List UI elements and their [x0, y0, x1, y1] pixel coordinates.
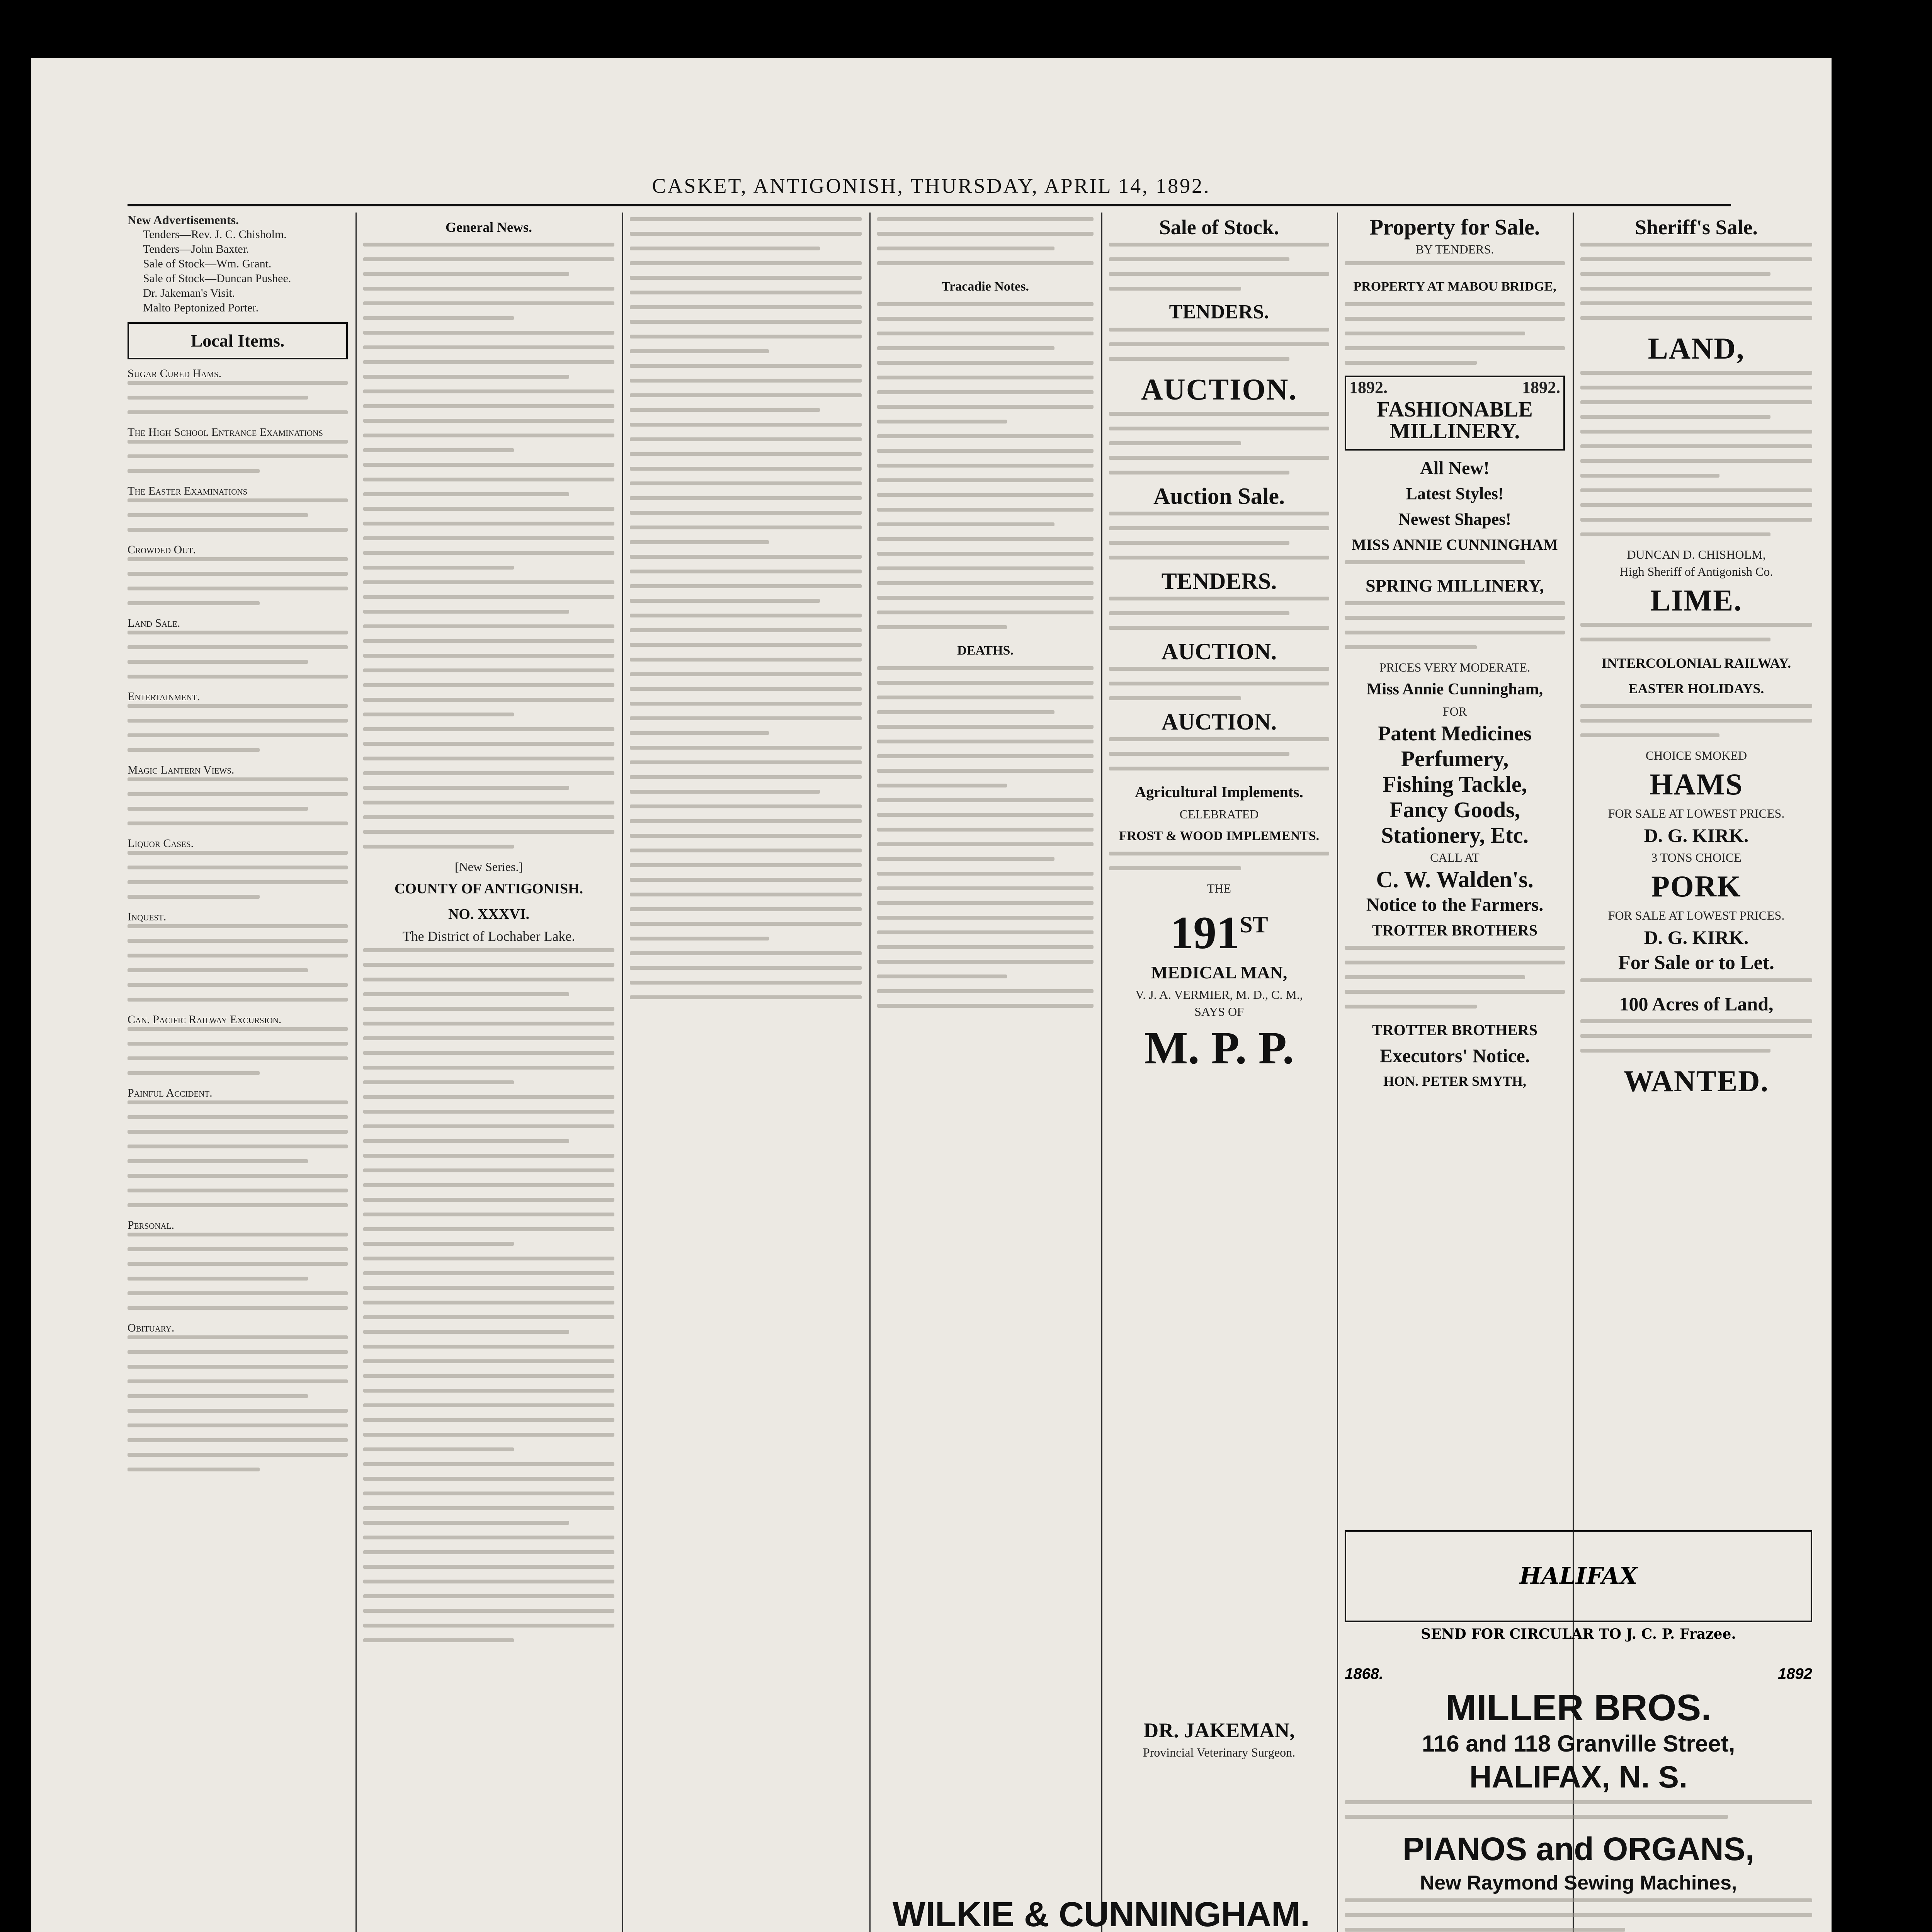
property-at: PROPERTY AT MABOU BRIDGE,: [1353, 279, 1556, 294]
wilkie-cunningham: WILKIE & CUNNINGHAM.: [893, 1895, 1310, 1932]
column-divider: [1101, 213, 1102, 1932]
item-personal: Personal.: [128, 1219, 175, 1231]
item-sugar: Sugar Cured Hams.: [128, 367, 222, 380]
item-liquor: Liquor Cases.: [128, 837, 194, 850]
sheriff-sale: Sheriff's Sale.: [1635, 216, 1758, 239]
patent-medicines: Patent Medicines: [1378, 722, 1532, 745]
wilkie-ad: [877, 1889, 1325, 1932]
column-divider: [355, 213, 357, 1932]
halifax-text: HALIFAX: [1519, 1563, 1638, 1590]
miller-ad: [1345, 1665, 1812, 1932]
item-cpr: Can. Pacific Railway Excursion.: [128, 1013, 282, 1026]
column-local-items: [128, 213, 348, 1932]
tenders2-heading: TENDERS.: [1161, 568, 1277, 594]
pianos-organs: PIANOS and ORGANS,: [1402, 1831, 1755, 1867]
auction-sale-heading: Auction Sale.: [1153, 483, 1285, 509]
send-circular: SEND FOR CIRCULAR TO J. C. P. Frazee.: [1421, 1626, 1736, 1642]
column-divider: [622, 213, 623, 1932]
miller-address: 116 and 118 Granville Street,: [1422, 1731, 1735, 1757]
easter-holidays: EASTER HOLIDAYS.: [1628, 681, 1764, 696]
halifax-ad: [1345, 1526, 1812, 1645]
county-heading: COUNTY OF ANTIGONISH.: [394, 881, 583, 897]
for-sale-low2: FOR SALE AT LOWEST PRICES.: [1608, 908, 1785, 922]
miller-bros: MILLER BROS.: [1446, 1687, 1711, 1728]
says-of: SAYS OF: [1194, 1005, 1244, 1019]
tracadie-heading: Tracadie Notes.: [942, 279, 1029, 294]
sale-of-stock-heading: Sale of Stock.: [1159, 216, 1279, 239]
ad-191-number: [1109, 900, 1329, 958]
district-heading: The District of Lochaber Lake.: [402, 929, 575, 944]
for-sale-let: For Sale or to Let.: [1618, 952, 1774, 974]
wanted-heading: WANTED.: [1624, 1064, 1769, 1098]
perfumery: Perfumery,: [1401, 746, 1509, 771]
lime-heading: LIME.: [1650, 583, 1742, 617]
auction-heading: AUCTION.: [1141, 372, 1297, 406]
newspaper-page: [31, 58, 1832, 1932]
column-news-3: [630, 213, 862, 1932]
masthead: CASKET, ANTIGONISH, THURSDAY, APRIL 14, 1892.: [652, 174, 1211, 197]
three-tons: 3 TONS CHOICE: [1651, 850, 1742, 864]
masthead-rule: [128, 204, 1731, 206]
item-entertainment: Entertainment.: [128, 690, 200, 703]
item-highschool: The High School Entrance Examinations: [128, 426, 323, 439]
fashionable-millinery: FASHIONABLE MILLINERY.: [1377, 398, 1533, 443]
miller-year-right: 1892: [1778, 1665, 1812, 1682]
column-divider: [1337, 213, 1338, 1932]
all-new: All New!: [1420, 458, 1490, 478]
latest-styles: Latest Styles!: [1406, 484, 1504, 503]
property-heading: Property for Sale.: [1369, 214, 1540, 240]
intercolonial: INTERCOLONIAL RAILWAY.: [1601, 655, 1791, 671]
vermier: V. J. A. VERMIER, M. D., C. M.,: [1135, 988, 1303, 1002]
stationery: Stationery, Etc.: [1381, 823, 1529, 848]
frost-wood-heading: FROST & WOOD IMPLEMENTS.: [1119, 829, 1320, 843]
mpp-heading: M. P. P.: [1144, 1022, 1294, 1073]
newest-shapes: Newest Shapes!: [1398, 510, 1512, 529]
trotter-brothers: TROTTER BROTHERS: [1372, 922, 1537, 939]
hams-heading: HAMS: [1650, 767, 1743, 801]
new-ads-title: New Advertisements.: [128, 213, 239, 227]
column-divider: [869, 213, 871, 1932]
for-sale-low: FOR SALE AT LOWEST PRICES.: [1608, 806, 1785, 820]
new-ad-item: Tenders—Rev. J. C. Chisholm.: [143, 228, 287, 241]
land-heading: LAND,: [1648, 332, 1745, 365]
spring-millinery: SPRING MILLINERY,: [1366, 576, 1544, 595]
executors-notice: Executors' Notice.: [1379, 1045, 1530, 1066]
ad-191-suffix: ST: [1240, 912, 1268, 937]
by-tenders: BY TENDERS.: [1415, 242, 1494, 256]
halifax-logo: [1345, 1530, 1812, 1622]
local-items-heading: Local Items.: [190, 331, 285, 350]
item-inquest: Inquest.: [128, 910, 167, 923]
prices-moderate: PRICES VERY MODERATE.: [1379, 660, 1531, 674]
call-at: CALL AT: [1430, 850, 1480, 864]
notice-farmers: Notice to the Farmers.: [1366, 895, 1544, 915]
tenders-heading: TENDERS.: [1169, 301, 1269, 323]
deaths-heading: DEATHS.: [957, 643, 1014, 658]
new-ad-item: Sale of Stock—Duncan Pushee.: [143, 272, 291, 285]
item-crowded: Crowded Out.: [128, 543, 196, 556]
item-obituary: Obituary.: [128, 1321, 175, 1334]
fancy-goods: Fancy Goods,: [1389, 797, 1520, 822]
column-general-news: [363, 213, 614, 1932]
provincial-vet: Provincial Veterinary Surgeon.: [1143, 1745, 1296, 1759]
year-left: 1892.: [1349, 378, 1388, 397]
miss-annie: MISS ANNIE CUNNINGHAM: [1352, 536, 1558, 553]
agri-heading: Agricultural Implements.: [1135, 783, 1303, 801]
new-ad-item: Tenders—John Baxter.: [143, 243, 249, 255]
acres-land: 100 Acres of Land,: [1619, 993, 1774, 1015]
for-label: FOR: [1442, 704, 1467, 718]
column-auctions: [1109, 213, 1329, 1824]
dg-kirk: D. G. KIRK.: [1644, 825, 1749, 846]
auction2-heading: AUCTION.: [1161, 639, 1277, 664]
column-tracadie-deaths: [877, 213, 1094, 1932]
item-landsale: Land Sale.: [128, 617, 180, 629]
the-text: THE: [1207, 881, 1231, 895]
new-ad-item: Sale of Stock—Wm. Grant.: [143, 257, 272, 270]
miller-year-left: 1868.: [1345, 1665, 1384, 1682]
pork-heading: PORK: [1651, 869, 1742, 903]
raymond-machines: New Raymond Sewing Machines,: [1420, 1872, 1737, 1894]
general-news-heading: General News.: [446, 219, 532, 235]
choice-smoked: CHOICE SMOKED: [1645, 748, 1747, 762]
high-sheriff: High Sheriff of Antigonish Co.: [1619, 565, 1773, 578]
auction3-heading: AUCTION.: [1161, 709, 1277, 735]
number-heading: NO. XXXVI.: [448, 906, 530, 922]
miss-annie2: Miss Annie Cunningham,: [1366, 680, 1543, 698]
new-series: [New Series.]: [455, 860, 523, 874]
item-accident: Painful Accident.: [128, 1087, 213, 1099]
celebrated-text: CELEBRATED: [1179, 807, 1259, 821]
walden: C. W. Walden's.: [1376, 867, 1534, 892]
miller-halifax: HALIFAX, N. S.: [1469, 1760, 1688, 1794]
column-sheriff: [1580, 213, 1812, 1426]
year-right: 1892.: [1522, 378, 1560, 397]
new-ad-item: Dr. Jakeman's Visit.: [143, 287, 235, 299]
fishing-tackle: Fishing Tackle,: [1383, 772, 1527, 797]
duncan-chisholm: DUNCAN D. CHISHOLM,: [1627, 548, 1766, 561]
medical-man: MEDICAL MAN,: [1151, 963, 1287, 982]
trotter-brothers2: TROTTER BROTHERS: [1372, 1021, 1537, 1039]
item-magic: Magic Lantern Views.: [128, 764, 235, 776]
ad-191-value: 191: [1170, 907, 1240, 958]
item-easter: The Easter Examinations: [128, 485, 248, 497]
hon-peter-smyth: HON. PETER SMYTH,: [1383, 1073, 1527, 1089]
new-ad-item: Malto Peptonized Porter.: [143, 301, 259, 314]
dg-kirk2: D. G. KIRK.: [1644, 927, 1749, 948]
jakeman-heading: DR. JAKEMAN,: [1143, 1719, 1295, 1742]
